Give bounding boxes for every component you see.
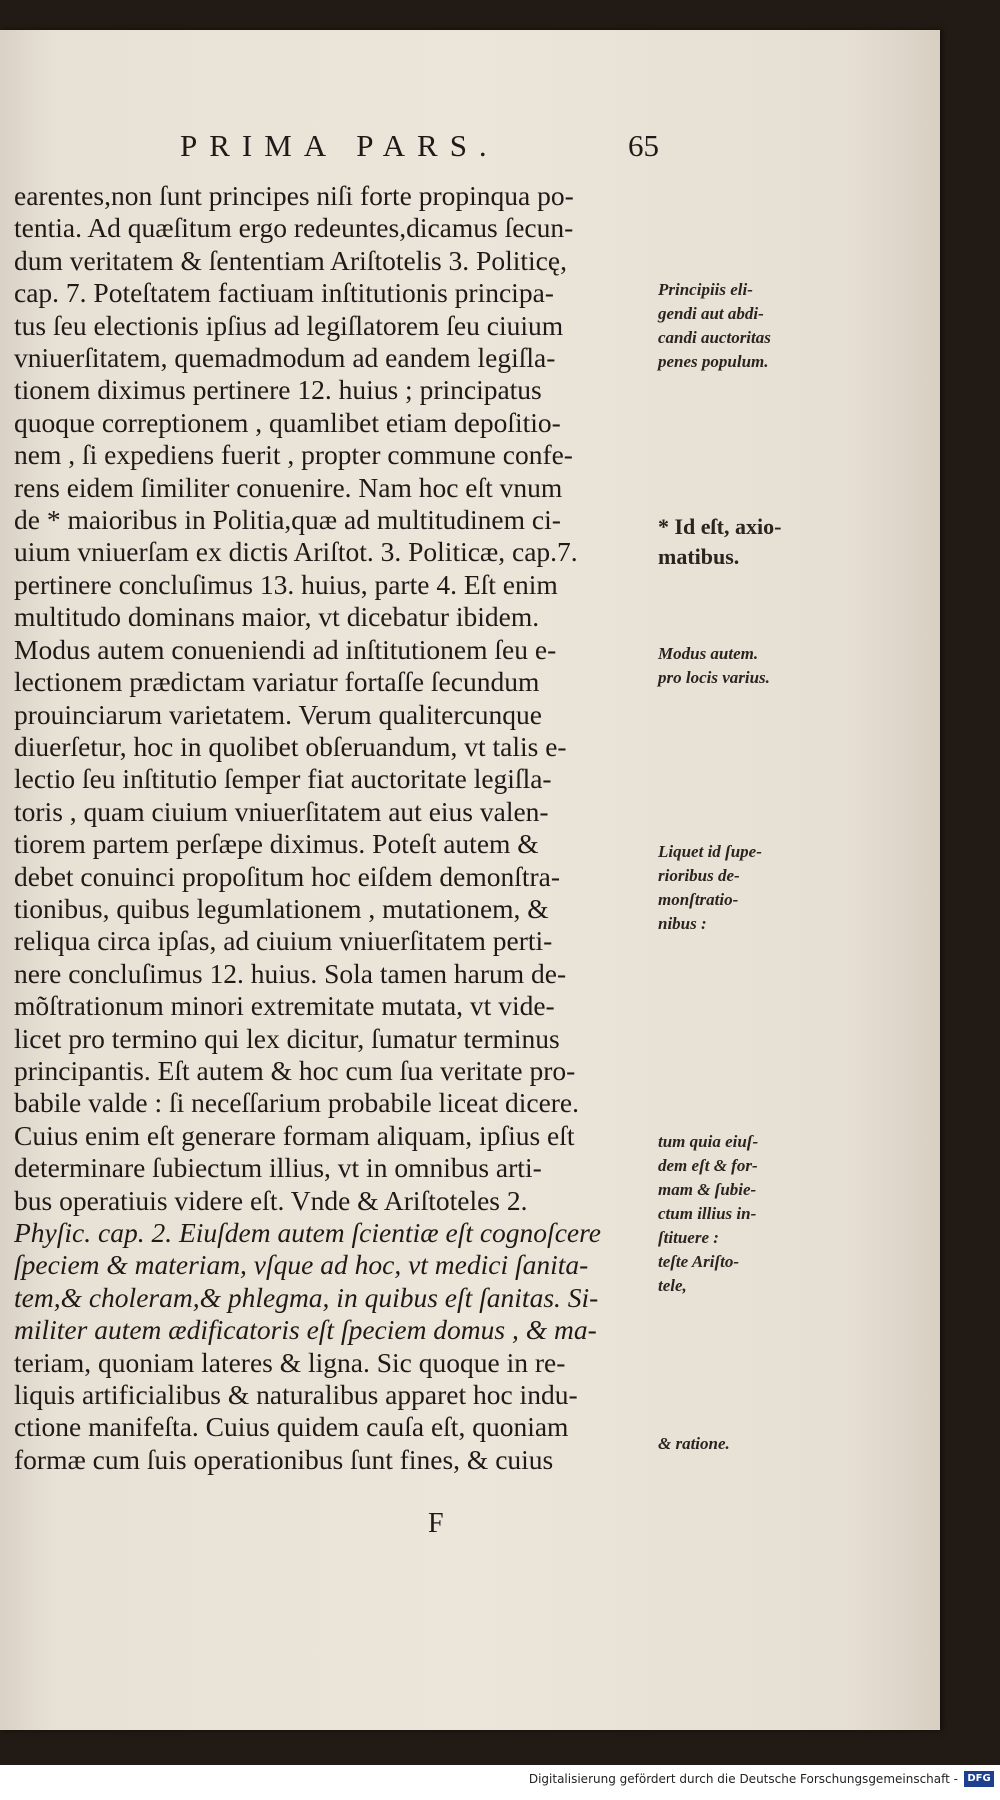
text-line: bus operatiuis videre eſt. Vnde & Ariſtoteles 2. (14, 1184, 528, 1216)
margin-note-liquet: Liquet id ſupe- rioribus de- monſtratio- nibus : (658, 842, 762, 933)
running-head-title: PRIMA PARS. (180, 128, 499, 163)
text-line: principantis. Eſt autem & hoc cum ſua veritate pro- (14, 1054, 576, 1086)
text-line: de * maioribus in Politia,quæ ad multitudinem ci- (14, 504, 561, 536)
text-line: reliqua circa ipſas, ad ciuium vniuerſitatem perti- (14, 925, 553, 957)
text-line: ctione manifeſta. Cuius quidem cauſa eſt, quoniam (14, 1411, 569, 1443)
text-line-quotation: tem,& choleram,& phlegma, in quibus eſt ſanitas. Si- (14, 1281, 599, 1313)
signature-mark: F (428, 1508, 444, 1539)
margin-note-modus: Modus autem. pro locis varius. (658, 644, 770, 687)
text-line: pertinere concluſimus 13. huius, parte 4. Eſt enim (14, 568, 558, 600)
text-line: uium vniuerſam ex dictis Ariſtot. 3. Politicæ, cap.7. (14, 536, 578, 568)
digitization-footer (0, 1765, 1000, 1800)
text-line: debet conuinci propoſitum hoc eiſdem demonſtra- (14, 860, 561, 892)
text-line: Modus autem conueniendi ad inſtitutionem ſeu e- (14, 633, 557, 665)
text-line: babile valde : ſi neceſſarium probabile liceat dicere. (14, 1087, 580, 1119)
text-line-quotation: Phyſic. cap. 2. Eiuſdem autem ſcientiæ eſt cognoſcere (14, 1217, 601, 1248)
margin-note-principiis: Principiis eli- gendi aut abdi- candi auctoritas penes populum. (658, 280, 771, 371)
text-line: determinare ſubiectum illius, vt in omnibus arti- (14, 1152, 542, 1184)
margin-note-ratione: & ratione. (658, 1434, 730, 1453)
text-line: rens eidem ſimiliter conuenire. Nam hoc eſt vnum (14, 471, 563, 503)
text-line: tionem diximus pertinere 12. huius ; principatus (14, 374, 542, 406)
margin-note-tum-quia: tum quia eiuſ- dem eſt & for- mam & ſubie- ctum illius in- ſtituere : teſte Ariſto- tele, (658, 1132, 759, 1295)
text-line: lectio ſeu inſtitutio ſemper fiat auctoritate legiſla- (14, 763, 552, 795)
text-line-quotation: ſpeciem & materiam, vſque ad hoc, vt medici ſanita- (14, 1249, 589, 1281)
text-line: tionibus, quibus legumlationem , mutationem, & (14, 892, 549, 924)
text-line: tentia. Ad quæſitum ergo redeuntes,dicamus ſecun- (14, 212, 574, 244)
text-line: teriam, quoniam lateres & ligna. Sic quoque in re- (14, 1346, 566, 1378)
text-line: cap. 7. Poteſtatem factiuam inſtitutionis principa- (14, 277, 554, 309)
text-line: vniuerſitatem, quemadmodum ad eandem legiſla- (14, 342, 556, 374)
text-line: quoque correptionem , quamlibet etiam depoſitio- (14, 406, 561, 438)
text-line: earentes,non ſunt principes niſi forte propinqua po- (14, 180, 574, 211)
text-line: nem , ſi expediens fuerit , propter commune confe- (14, 439, 573, 471)
text-line: Cuius enim eſt generare formam aliquam, ipſius eſt (14, 1119, 575, 1151)
text-line: liquis artificialibus & naturalibus apparet hoc indu- (14, 1379, 578, 1411)
book-page (0, 30, 940, 1730)
text-line: dum veritatem & ſententiam Ariſtotelis 3. Politicę, (14, 244, 567, 276)
text-line: multitudo dominans maior, vt dicebatur ibidem. (14, 601, 540, 633)
text-line: nere concluſimus 12. huius. Sola tamen harum de- (14, 957, 567, 989)
body-text (14, 180, 654, 1476)
text-line: prouinciarum varietatem. Verum qualitercunque (14, 698, 542, 730)
dfg-logo-icon: DFG (964, 1771, 994, 1787)
text-line: diuerſetur, hoc in quolibet obſeruandum, vt talis e- (14, 730, 567, 762)
text-line: tiorem partem perſæpe diximus. Poteſt autem & (14, 828, 539, 860)
funding-credit: Digitalisierung gefördert durch die Deutsche Forschungsgemeinschaft - (528, 1772, 958, 1786)
text-line: tus ſeu electionis ipſius ad legiſlatorem ſeu ciuium (14, 309, 564, 341)
text-line: mõſtrationum minori extremitate mutata, vt vide- (14, 990, 555, 1022)
page-number: 65 (628, 128, 659, 163)
text-line: licet pro termino qui lex dicitur, ſumatur terminus (14, 1022, 560, 1054)
margin-note-axiomatibus: * Id eſt, axio- matibus. (658, 514, 782, 569)
text-line-quotation: militer autem ædificatoris eſt ſpeciem domus , & ma- (14, 1314, 597, 1346)
text-line: formæ cum ſuis operationibus ſunt fines, & cuius (14, 1443, 554, 1475)
text-line: lectionem prædictam variatur fortaſſe ſecundum (14, 666, 540, 698)
text-line: toris , quam ciuium vniuerſitatem aut eius valen- (14, 795, 549, 827)
